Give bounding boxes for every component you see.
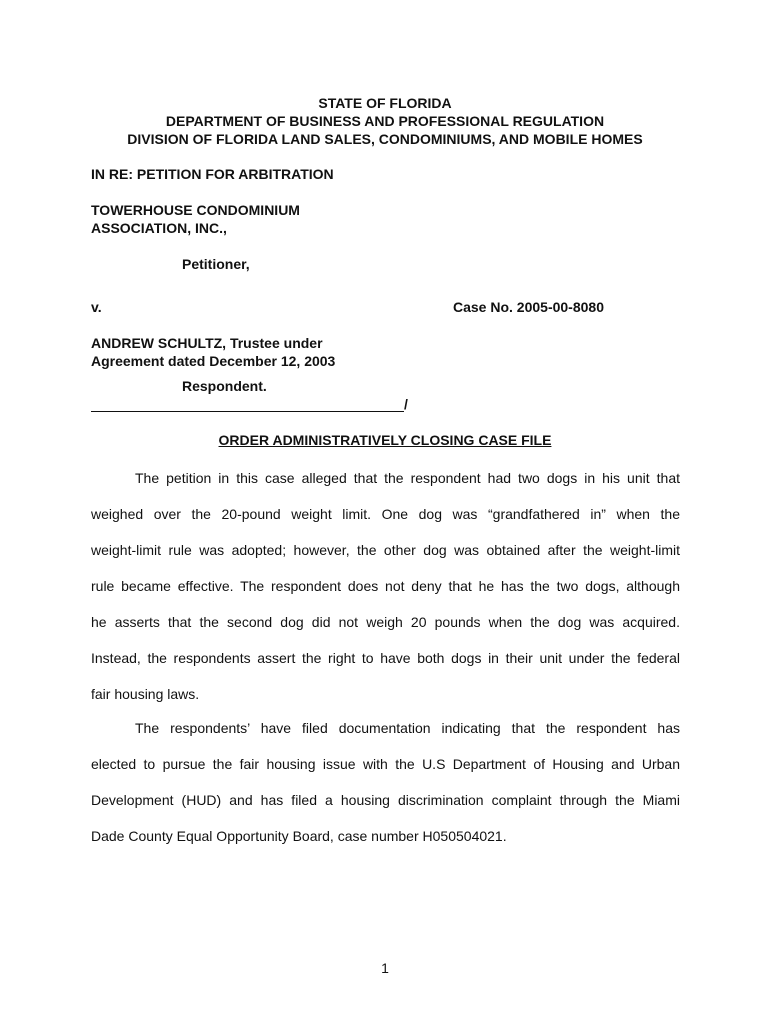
order-title: ORDER ADMINISTRATIVELY CLOSING CASE FILE xyxy=(218,432,552,448)
paragraph-line: rule became effective. The respondent does not deny that he has the two dogs, although xyxy=(91,578,680,594)
paragraph-line: The respondents’ have filed documentation indicating that the respondent has xyxy=(135,720,680,736)
respondent-role: Respondent. xyxy=(182,378,267,394)
paragraph-line: Instead, the respondents assert the right to have both dogs in their unit under the federal xyxy=(91,650,680,666)
page-number: 1 xyxy=(381,960,389,976)
paragraph-line: he asserts that the second dog did not weigh 20 pounds when the dog was acquired. xyxy=(91,614,680,630)
paragraph-line: fair housing laws. xyxy=(91,686,200,702)
paragraph-2 xyxy=(91,719,680,863)
caption-rule xyxy=(91,411,404,412)
in-re-line: IN RE: PETITION FOR ARBITRATION xyxy=(91,166,334,182)
paragraph-1 xyxy=(91,469,680,721)
header-division: DIVISION OF FLORIDA LAND SALES, CONDOMINIUMS, AND MOBILE HOMES xyxy=(127,131,643,147)
petitioner-name-line1: TOWERHOUSE CONDOMINIUM xyxy=(91,202,300,218)
paragraph-line: Development (HUD) and has filed a housing discrimination complaint through the Miami xyxy=(91,792,680,808)
paragraph-line: weighed over the 20-pound weight limit. One dog was “grandfathered in” when the xyxy=(91,506,680,522)
respondent-name-line1: ANDREW SCHULTZ, Trustee under xyxy=(91,335,323,351)
paragraph-line: weight-limit rule was adopted; however, the other dog was obtained after the weight-limit xyxy=(91,542,680,558)
header-department: DEPARTMENT OF BUSINESS AND PROFESSIONAL REGULATION xyxy=(165,113,605,129)
versus-label: v. xyxy=(91,299,102,315)
paragraph-line: elected to pursue the fair housing issue with the U.S Department of Housing and Urban xyxy=(91,756,680,772)
paragraph-line: The petition in this case alleged that the respondent had two dogs in his unit that xyxy=(135,470,680,486)
caption-slash: / xyxy=(404,396,408,412)
header-state: STATE OF FLORIDA xyxy=(318,95,452,111)
respondent-name-line2: Agreement dated December 12, 2003 xyxy=(91,353,336,369)
case-number: Case No. 2005-00-8080 xyxy=(453,299,604,315)
petitioner-name-line2: ASSOCIATION, INC., xyxy=(91,220,227,236)
petitioner-role: Petitioner, xyxy=(182,256,250,272)
paragraph-line: Dade County Equal Opportunity Board, case number H050504021. xyxy=(91,828,507,844)
